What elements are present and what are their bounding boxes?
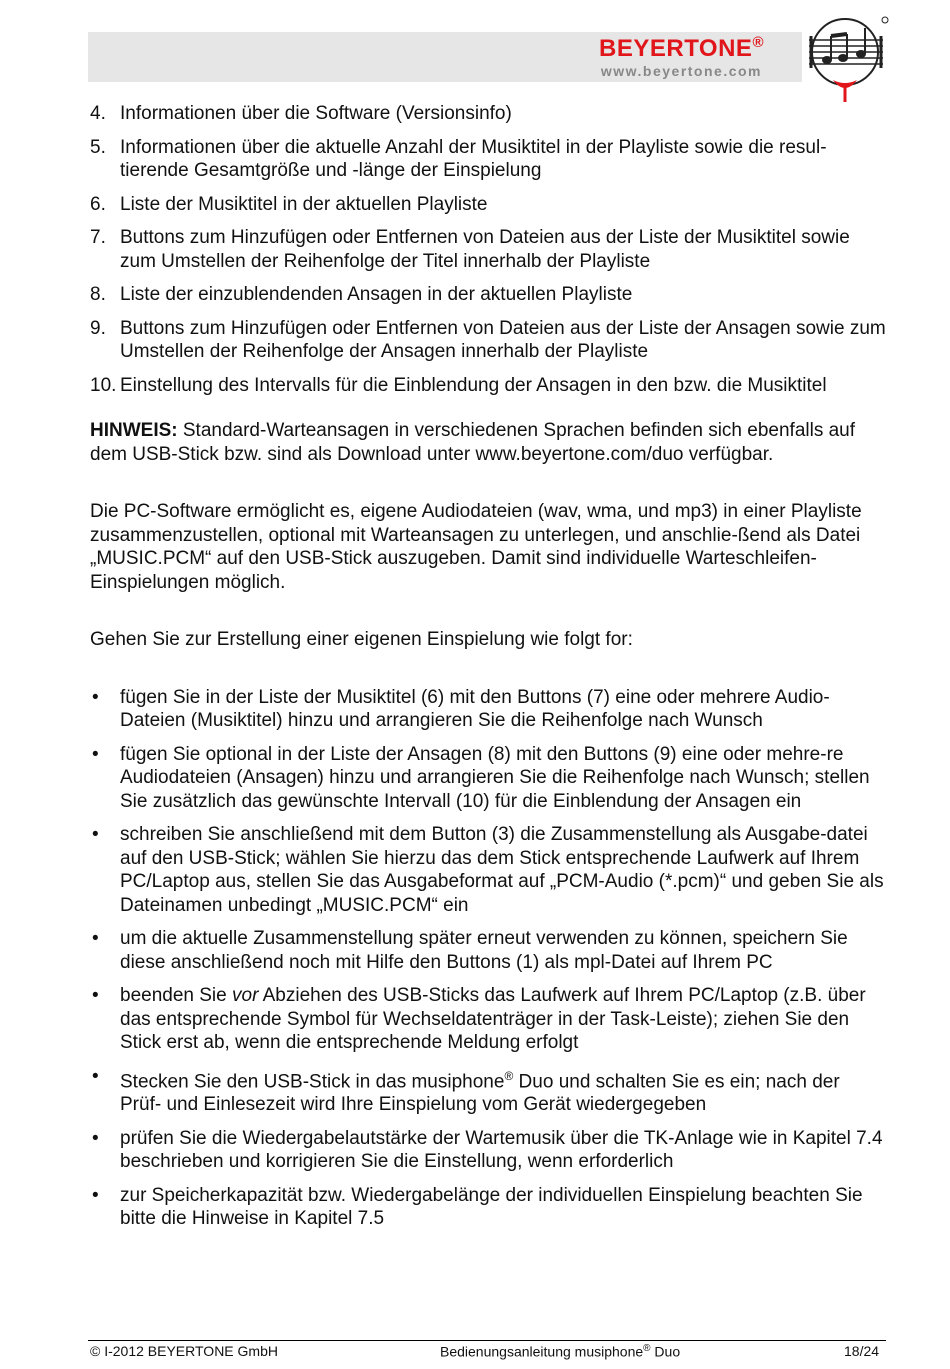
numbered-list: [90, 102, 886, 397]
list-item: 9. Buttons zum Hinzufügen oder Entfernen von Dateien aus der Liste der Ansagen sowie zum Umstellen der Reihenfolge der Ansagen innerhalb der Playliste: [90, 317, 886, 362]
footer-divider: [88, 1340, 886, 1341]
footer-copyright: © I-2012 BEYERTONE GmbH: [90, 1343, 278, 1359]
list-item: • zur Speicherkapazität bzw. Wiedergabelänge der individuellen Einspielung beachten Sie bitte die Hinweise in Kapitel 7.5: [92, 1184, 863, 1230]
list-item: 4. Informationen über die Software (Versionsinfo): [90, 103, 512, 124]
brand-name: BEYERTONE®: [599, 34, 764, 62]
footer-page-number: 18/24: [844, 1343, 880, 1359]
list-item: • fügen Sie in der Liste der Musiktitel (6) mit den Buttons (7) eine oder mehrere Audio-Dateien (Musiktitel) hinzu und arrangieren Sie die Reihenfolge nach Wunsch: [92, 686, 830, 731]
page-content: [90, 102, 886, 1241]
footer-doc-title: Bedienungsanleitung musiphone® Duo: [440, 1343, 681, 1360]
list-item: • Stecken Sie den USB-Stick in das musiphone® Duo und schalten Sie es ein; nach der Prüf- und Einlesezeit wird Ihre Einspielung vom Gerät wiedergegeben: [92, 1065, 840, 1116]
list-item: 10. Einstellung des Intervalls für die Einblendung der Ansagen in den bzw. die Musiktitel: [90, 374, 827, 396]
list-item: 8. Liste der einzublendenden Ansagen in der aktuellen Playliste: [90, 284, 633, 305]
list-item: 7. Buttons zum Hinzufügen oder Entfernen von Dateien aus der Liste der Musiktitel sowie zum Umstellen der Reihenfolge der Titel innerhalb der Playliste: [90, 227, 850, 272]
list-item: • um die aktuelle Zusammenstellung später erneut verwenden zu können, speichern Sie diese anschließend noch mit Hilfe den Buttons (1) als mpl-Datei auf Ihrem PC: [92, 928, 848, 973]
instructions-intro: Gehen Sie zur Erstellung einer eigenen Einspielung wie folgt for:: [90, 629, 633, 650]
list-item: 5. Informationen über die aktuelle Anzahl der Musiktitel in der Playliste sowie die resul-tierende Gesamtgröße und -länge der Einspielung: [90, 136, 827, 181]
list-item: • fügen Sie optional in der Liste der Ansagen (8) mit den Buttons (9) eine oder mehre-re Audiodateien (Ansagen) hinzu und arrangieren Sie die Reihenfolge nach Wunsch; stellen Sie zusätzlich das gewünschte Intervall (10) für die Einblendung der Ansagen ein: [92, 743, 870, 812]
header-band: [88, 32, 802, 82]
list-item: • beenden Sie vor Abziehen des USB-Sticks das Laufwerk auf Ihrem PC/Laptop (z.B. über das entsprechende Symbol für Wechseldatenträger in der Task-Leiste); ziehen Sie den Stick erst ab, wenn die entsprechende Meldung erfolgt: [92, 985, 866, 1053]
intro-paragraph: Die PC-Software ermöglicht es, eigene Audiodateien (wav, wma, und mp3) in einer Playliste zusammenzustellen, optional mit Warteansagen zu unterlegen, und anschlie-ßend als Datei „MUSIC.PCM“ auf den USB-Stick auszugeben. Damit sind individuelle Warteschleifen-Einspielungen möglich.: [90, 501, 862, 593]
beyertone-logo-icon: [805, 14, 889, 106]
list-item: • prüfen Sie die Wiedergabelautstärke der Wartemusik über die TK-Anlage wie in Kapitel 7.4 beschrieben und korrigieren Sie die Einstellung, wenn erforderlich: [92, 1127, 883, 1173]
list-item: 6. Liste der Musiktitel in der aktuellen Playliste: [90, 193, 488, 215]
list-item: • schreiben Sie anschließend mit dem Button (3) die Zusammenstellung als Ausgabe-datei auf den USB-Stick; wählen Sie hierzu das dem Stick entsprechende Laufwerk auf Ihrem PC/Laptop aus, stellen Sie das Ausgabeformat auf „PCM-Audio (*.pcm)“ und geben Sie als Dateinamen unbedingt „MUSIC.PCM“ ein: [92, 824, 884, 916]
brand-url: www.beyertone.com: [600, 63, 762, 79]
hinweis-note: HINWEIS: Standard-Warteansagen in verschiedenen Sprachen befinden sich ebenfalls auf dem USB-Stick bzw. sind als Download unter www.beyertone.com/duo verfügbar.: [90, 420, 856, 465]
instruction-bullets: [90, 686, 886, 1231]
